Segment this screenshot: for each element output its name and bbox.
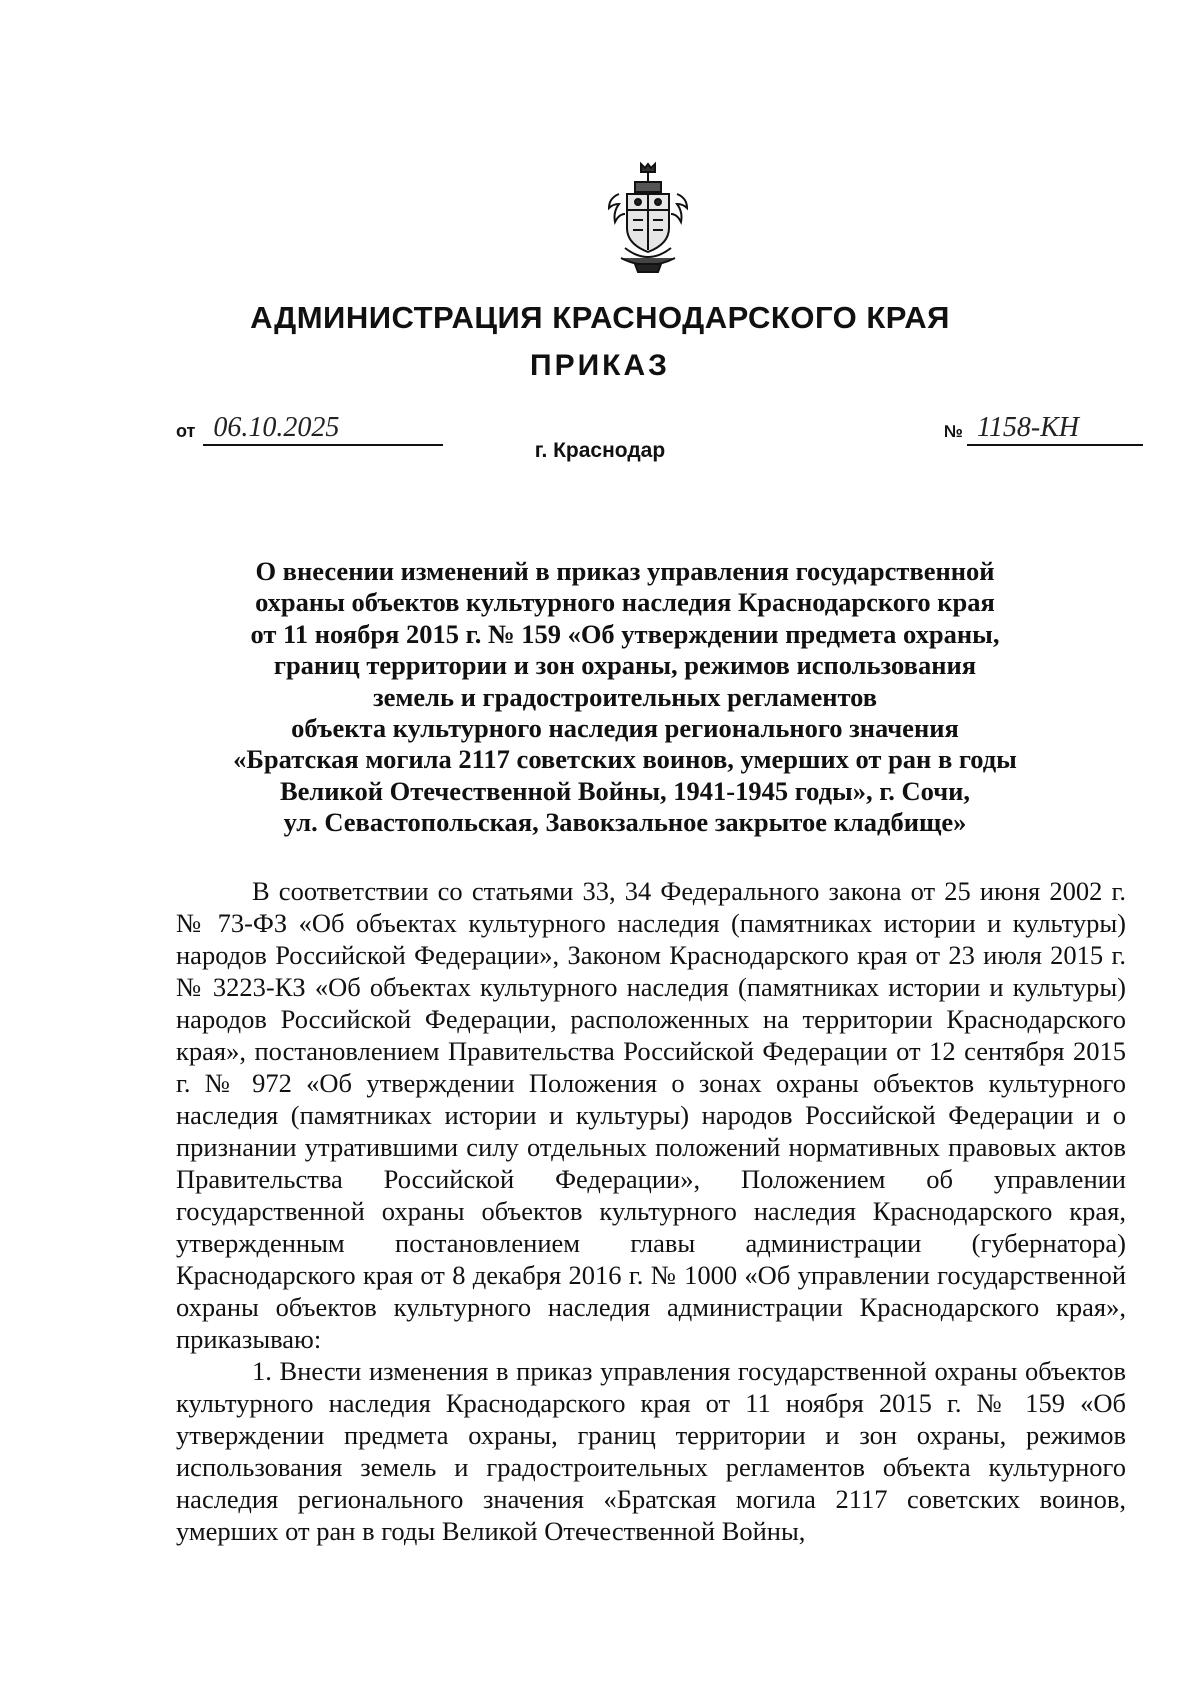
title-line: охраны объектов культурного наследия Краснодарского края bbox=[255, 587, 995, 618]
title-line: О внесении изменений в приказ управления государственной bbox=[255, 556, 995, 586]
title-line: ул. Севастопольская, Завокзальное закрытое кладбище» bbox=[283, 807, 967, 838]
number-label: № bbox=[944, 422, 963, 441]
order-item-1: 1. Внести изменения в приказ управления государственной охраны объектов культурного наследия Краснодарского края от 11 ноября 2015 г. № 159 «Об утверждении предмета охраны, границ территории и зон охраны, режимов использования земель и градостроительных регламентов объекта культурного наследия регионального значения «Братская могила 2117 советских воинов, умерших от ран в годы Великой Отечественной Войны, bbox=[176, 1356, 1126, 1546]
title-line: «Братская могила 2117 советских воинов, умерших от ран в годы bbox=[233, 744, 1017, 775]
date-label: от bbox=[176, 421, 196, 441]
organization-name: АДМИНИСТРАЦИЯ КРАСНОДАРСКОГО КРАЯ bbox=[250, 300, 950, 335]
preamble-paragraph: В соответствии со статьями 33, 34 Федерального закона от 25 июня 2002 г. № 73-ФЗ «Об объектах культурного наследия (памятниках истории и культуры) народов Российской Федерации», Законом Краснодарского края от 23 июля 2015 г. № 3223-КЗ «Об объектах культурного наследия (памятниках истории и культуры) народов Российской Федерации, расположенных на территории Краснодарского края», постановлением Правительства Российской Федерации от 12 сентября 2015 г. № 972 «Об утверждении Положения о зонах охраны объектов культурного наследия (памятниках истории и культуры) народов Российской Федерации и о признании утратившими силу отдельных положений нормативных правовых актов Правительства Российской Федерации», Положением об управлении государственной охраны объектов культурного наследия Краснодарского края, утвержденным постановлением главы администрации (губернатора) Краснодарского края от 8 декабря 2016 г. № 1000 «Об управлении государственной охраны объектов культурного наследия администрации Краснодарского края», приказываю: bbox=[176, 876, 1126, 1354]
title-line: объекта культурного наследия регионального значения bbox=[291, 713, 959, 744]
city-name: г. Краснодар bbox=[534, 439, 666, 462]
document-title bbox=[160, 556, 1090, 839]
document-type: ПРИКАЗ bbox=[530, 349, 670, 382]
title-line: от 11 ноября 2015 г. № 159 «Об утверждении предмета охраны, bbox=[250, 618, 1000, 649]
date-field: 06.10.2025 bbox=[203, 414, 443, 446]
document-body bbox=[176, 875, 1126, 1547]
title-line: границ территории и зон охраны, режимов использования bbox=[273, 650, 977, 681]
title-line: Великой Отечественной Войны, 1941-1945 годы», г. Сочи, bbox=[279, 775, 971, 806]
coat-of-arms-icon bbox=[605, 160, 691, 276]
number-field: 1158-КН bbox=[967, 414, 1143, 446]
title-line: земель и градостроительных регламентов bbox=[372, 681, 878, 712]
